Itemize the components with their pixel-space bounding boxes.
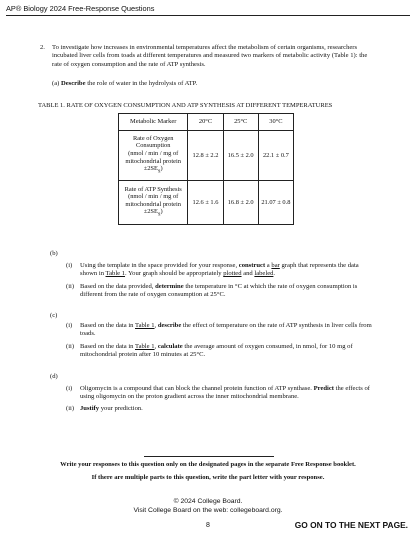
task-verb: construct bbox=[238, 262, 266, 269]
marker-line: $\pm 2SE_{x̄}$) bbox=[143, 208, 163, 218]
table-reference: Table 1 bbox=[135, 322, 155, 329]
text-span: Based on the data in bbox=[80, 343, 134, 350]
instruction-line: If there are multiple parts to this question, write the part letter with your response. bbox=[91, 474, 325, 481]
text-span: the average amount of oxygen consumed, in nmol, for 10 mg of mitochondrial protein after 10 minutes at 25°C. bbox=[80, 343, 353, 359]
next-page-notice: GO ON TO THE NEXT PAGE. bbox=[294, 520, 408, 530]
part-a-text: the role of water in the hydrolysis of ATP. bbox=[87, 80, 198, 87]
text-span: the temperature in °C at which the rate of oxygen consumption is different from the rate of oxygen consumption at 25°C. bbox=[80, 283, 358, 299]
question-intro: To investigate how increases in environmental temperatures affect the metabolism of certain organisms, researchers incubated liver cells from toads at different temperatures and measured two markers of metabolic activity (Table 1): the rate of oxygen consumption and the rate of ATP synthesis. bbox=[52, 44, 368, 68]
text-span: a bbox=[266, 262, 270, 269]
text-span: Oligomycin is a compound that can block the channel protein function of ATP synthase. bbox=[80, 385, 312, 392]
part-a-verb: Describe bbox=[60, 80, 86, 87]
marker-line: Rate of Oxygen bbox=[132, 134, 174, 142]
part-d-i-num: (i) bbox=[66, 385, 73, 392]
text-span: Based on the data provided, bbox=[80, 283, 154, 290]
footer-website: Visit College Board on the web: collegeboard.org. bbox=[133, 507, 283, 514]
se-label: ±2SE bbox=[143, 208, 158, 216]
text-span: , bbox=[154, 322, 157, 329]
part-d-ii-text bbox=[80, 405, 372, 413]
text-span: the effects of using oligomycin on the proton gradient across the inner mitochondrial membrane. bbox=[80, 385, 370, 401]
part-c-ii-num: (ii) bbox=[66, 343, 75, 350]
table-row bbox=[119, 131, 294, 181]
text-span: Based on the data in bbox=[80, 322, 134, 329]
table-reference: Table 1 bbox=[135, 343, 155, 350]
cell-oxygen-30c: 22.1 ± 0.7 bbox=[258, 131, 293, 181]
part-b-ii-num: (ii) bbox=[66, 283, 75, 290]
task-verb: calculate bbox=[157, 343, 183, 350]
footer-copyright: © 2024 College Board. bbox=[173, 498, 243, 505]
page-number: 8 bbox=[206, 522, 210, 529]
instruction-line: Write your responses to this question only on the designated pages in the separate Free Response booklet. bbox=[60, 461, 356, 468]
cell-oxygen-25c: 16.5 ± 2.0 bbox=[223, 131, 258, 181]
part-c-i-num: (i) bbox=[66, 322, 73, 329]
task-verb: Predict bbox=[313, 385, 334, 392]
underlined-term: bar bbox=[271, 262, 280, 269]
text-span: the effect of temperature on the rate of ATP synthesis in liver cells from toads. bbox=[80, 322, 372, 338]
task-verb: describe bbox=[157, 322, 182, 329]
section-divider bbox=[144, 456, 274, 457]
part-a bbox=[52, 80, 372, 88]
document-header: AP® Biology 2024 Free-Response Questions bbox=[6, 4, 155, 13]
underlined-term: labeled bbox=[254, 270, 274, 278]
part-b-ii-text bbox=[80, 283, 372, 300]
part-d-i-text bbox=[80, 385, 372, 402]
part-c-ii-text bbox=[80, 343, 372, 360]
marker-line: mitochondrial protein bbox=[125, 200, 181, 208]
se-label: ±2SE bbox=[143, 165, 158, 173]
part-a-label: (a) bbox=[52, 80, 60, 87]
se-subscript: x̄ bbox=[157, 211, 161, 218]
table-row bbox=[119, 181, 294, 225]
text-span: your prediction. bbox=[100, 405, 143, 412]
col-header-25c: 25°C bbox=[223, 114, 258, 131]
text-span: graph that represents the data shown in bbox=[80, 262, 359, 278]
part-b-label: (b) bbox=[50, 250, 58, 257]
row-atp-marker bbox=[119, 181, 188, 225]
part-c-label: (c) bbox=[50, 312, 58, 319]
text-span: and bbox=[243, 270, 253, 278]
marker-line: (nmol / min / mg of bbox=[128, 150, 179, 158]
marker-line: Consumption bbox=[135, 142, 171, 150]
col-header-30c: 30°C bbox=[258, 114, 293, 131]
question-number: 2. bbox=[40, 44, 45, 51]
table-caption: TABLE 1. RATE OF OXYGEN CONSUMPTION AND ATP SYNTHESIS AT DIFFERENT TEMPERATURES bbox=[38, 102, 333, 109]
part-c-i-text bbox=[80, 322, 372, 339]
data-table bbox=[118, 113, 294, 225]
col-header-20c: 20°C bbox=[188, 114, 223, 131]
marker-line: $\pm 2SE_{x̄}$) bbox=[143, 165, 163, 175]
table-reference: Table 1 bbox=[105, 270, 126, 278]
cell-atp-30c: 21.07 ± 0.8 bbox=[258, 181, 293, 225]
task-verb: Justify bbox=[80, 405, 100, 412]
part-d-ii-num: (ii) bbox=[66, 405, 75, 412]
text-span: . bbox=[273, 270, 276, 278]
text-span: . Your graph should be appropriately bbox=[125, 270, 222, 278]
text-span: Using the template in the space provided for your response, bbox=[80, 262, 238, 269]
part-b-i-text bbox=[80, 262, 372, 279]
part-d-label: (d) bbox=[50, 373, 58, 380]
col-header-marker: Metabolic Marker bbox=[119, 114, 188, 131]
cell-oxygen-20c: 12.8 ± 2.2 bbox=[188, 131, 223, 181]
part-b-i-num: (i) bbox=[66, 262, 73, 269]
row-oxygen-marker bbox=[119, 131, 188, 181]
marker-line: mitochondrial protein bbox=[125, 157, 181, 165]
cell-atp-20c: 12.6 ± 1.6 bbox=[188, 181, 223, 225]
marker-line: Rate of ATP Synthesis bbox=[124, 185, 182, 193]
header-rule bbox=[6, 15, 410, 16]
cell-atp-25c: 16.8 ± 2.0 bbox=[223, 181, 258, 225]
text-span: , bbox=[154, 343, 157, 350]
table-header-row bbox=[119, 114, 294, 131]
se-subscript: x̄ bbox=[157, 168, 161, 175]
marker-line: (nmol / min / mg of bbox=[128, 193, 179, 201]
underlined-term: plotted bbox=[223, 270, 242, 278]
task-verb: determine bbox=[155, 283, 184, 290]
